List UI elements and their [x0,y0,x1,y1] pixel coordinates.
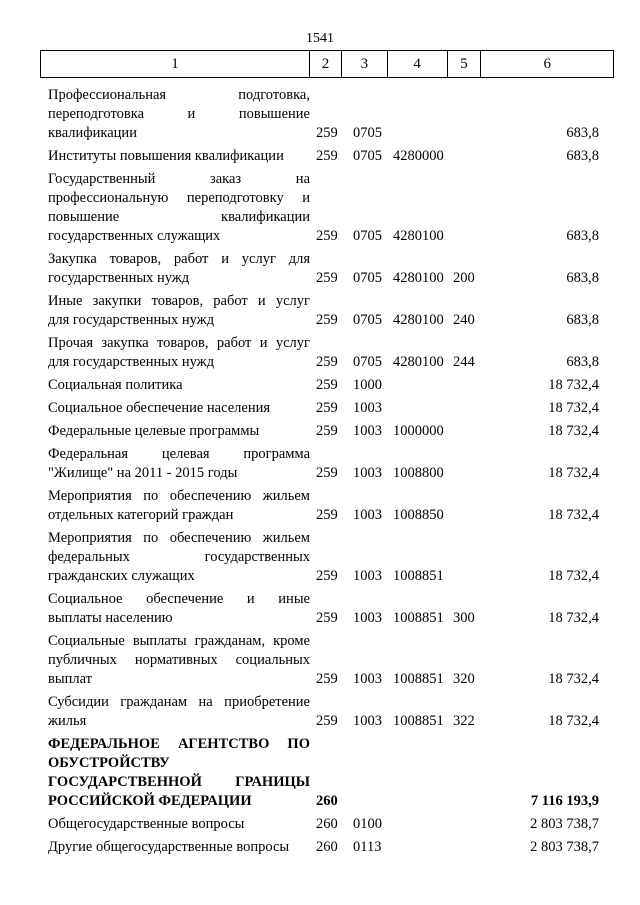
row-cell-c2: 259 [316,312,338,328]
row-name-line: Профессиональная подготовка, [48,87,310,103]
header-col-1: 1 [41,51,310,77]
row-cell-c2: 259 [316,270,338,286]
row-cell-c2: 259 [316,568,338,584]
row-cell-c2: 259 [316,377,338,393]
row-cell-c3: 0705 [353,148,382,164]
row-name-line: Иные закупки товаров, работ и услуг [48,293,310,309]
row-name-line: гражданских служащих [48,568,195,584]
row-cell-c3: 0705 [353,312,382,328]
row-cell-c4: 1008800 [393,465,444,481]
row-cell-c3: 1003 [353,610,382,626]
table-row [0,735,640,815]
table-row [0,334,640,376]
row-cell-c3: 0705 [353,228,382,244]
row-cell-c4: 1008851 [393,568,444,584]
row-name-line: Мероприятия по обеспечению жильем [48,488,310,504]
row-cell-c6: 18 732,4 [548,713,599,729]
column-header-row [40,50,614,78]
row-cell-c6: 18 732,4 [548,465,599,481]
row-cell-c2: 260 [316,793,338,809]
row-cell-c4: 4280100 [393,354,444,370]
row-name [48,334,310,372]
row-name [48,170,310,246]
row-name [48,693,310,731]
row-name-line: переподготовка и повышение [48,106,310,122]
row-cell-c4: 4280100 [393,270,444,286]
row-cell-c2: 260 [316,816,338,832]
row-name-line: Субсидии гражданам на приобретение [48,694,310,710]
row-cell-c6: 18 732,4 [548,671,599,687]
row-cell-c3: 1003 [353,400,382,416]
row-cell-c6: 18 732,4 [548,610,599,626]
row-cell-c5: 322 [453,713,475,729]
row-name-line: "Жилище" на 2011 - 2015 годы [48,465,238,481]
table-row [0,376,640,399]
row-cell-c6: 683,8 [566,354,599,370]
row-cell-c4: 1008851 [393,713,444,729]
row-name [48,815,310,834]
table-row [0,815,640,838]
row-name-line: Федеральная целевая программа [48,446,310,462]
table-row [0,590,640,632]
row-name [48,376,310,395]
row-cell-c4: 1008850 [393,507,444,523]
row-name [48,422,310,441]
row-cell-c6: 2 803 738,7 [530,816,599,832]
row-name-line: Закупка товаров, работ и услуг для [48,251,310,267]
row-cell-c2: 259 [316,507,338,523]
row-name [48,487,310,525]
row-name-line: для государственных нужд [48,354,215,370]
header-col-5: 5 [448,51,482,77]
row-name-line: повышение квалификации [48,209,310,225]
row-cell-c5: 244 [453,354,475,370]
row-name-line: ФЕДЕРАЛЬНОЕ АГЕНТСТВО ПО [48,736,310,752]
row-name-line: Государственный заказ на [48,171,310,187]
row-name-line: публичных нормативных социальных [48,652,310,668]
table-row [0,292,640,334]
row-name-line: профессиональную переподготовку и [48,190,310,206]
row-cell-c2: 259 [316,400,338,416]
row-name-line: Социальные выплаты гражданам, кроме [48,633,310,649]
row-cell-c3: 0113 [353,839,382,855]
row-cell-c3: 0705 [353,125,382,141]
row-cell-c6: 7 116 193,9 [530,793,599,809]
table-row [0,529,640,590]
row-cell-c3: 0705 [353,354,382,370]
row-name-line: квалификации [48,125,137,141]
row-name [48,632,310,689]
row-name [48,529,310,586]
row-name [48,590,310,628]
row-name-line: жилья [48,713,87,729]
row-cell-c2: 259 [316,671,338,687]
page-number: 1541 [306,31,334,46]
row-name [48,735,310,811]
row-name [48,250,310,288]
table-row [0,250,640,292]
row-cell-c3: 1003 [353,713,382,729]
row-name [48,292,310,330]
budget-table-body [0,86,640,861]
row-cell-c5: 200 [453,270,475,286]
row-name-line: ГОСУДАРСТВЕННОЙ ГРАНИЦЫ [48,774,310,790]
row-cell-c2: 259 [316,713,338,729]
row-name [48,399,310,418]
row-name-line: Социальное обеспечение и иные [48,591,310,607]
row-cell-c3: 1003 [353,465,382,481]
row-name-line: Социальная политика [48,377,183,393]
table-row [0,632,640,693]
row-cell-c2: 259 [316,465,338,481]
table-row [0,487,640,529]
row-cell-c4: 4280100 [393,312,444,328]
table-row [0,422,640,445]
row-name-line: для государственных нужд [48,312,215,328]
row-cell-c5: 320 [453,671,475,687]
row-cell-c4: 4280100 [393,228,444,244]
row-cell-c6: 18 732,4 [548,423,599,439]
row-name-line: отдельных категорий граждан [48,507,234,523]
row-cell-c3: 1003 [353,423,382,439]
row-cell-c2: 260 [316,839,338,855]
row-cell-c6: 18 732,4 [548,377,599,393]
row-name-line: выплат [48,671,92,687]
row-cell-c2: 259 [316,148,338,164]
row-cell-c3: 1003 [353,507,382,523]
row-cell-c6: 683,8 [566,125,599,141]
row-name [48,147,310,166]
row-name-line: Социальное обеспечение населения [48,400,271,416]
row-cell-c2: 259 [316,125,338,141]
row-cell-c6: 683,8 [566,228,599,244]
row-name-line: Мероприятия по обеспечению жильем [48,530,310,546]
row-cell-c2: 259 [316,610,338,626]
row-cell-c2: 259 [316,423,338,439]
row-cell-c4: 4280000 [393,148,444,164]
row-name-line: федеральных государственных [48,549,310,565]
row-cell-c6: 2 803 738,7 [530,839,599,855]
row-name-line: Прочая закупка товаров, работ и услуг [48,335,310,351]
row-name [48,86,310,143]
row-name-line: выплаты населению [48,610,173,626]
row-cell-c4: 1008851 [393,671,444,687]
table-row [0,86,640,147]
row-cell-c2: 259 [316,228,338,244]
header-col-4: 4 [388,51,448,77]
row-cell-c5: 300 [453,610,475,626]
row-cell-c3: 1000 [353,377,382,393]
row-name-line: государственных нужд [48,270,190,286]
row-cell-c3: 0100 [353,816,382,832]
row-name [48,445,310,483]
row-cell-c6: 683,8 [566,148,599,164]
row-name-line: РОССИЙСКОЙ ФЕДЕРАЦИИ [48,793,252,809]
header-col-3: 3 [342,51,388,77]
row-cell-c6: 18 732,4 [548,400,599,416]
row-name [48,838,310,857]
row-cell-c5: 240 [453,312,475,328]
table-row [0,445,640,487]
row-cell-c3: 1003 [353,568,382,584]
row-name-line: Федеральные целевые программы [48,423,260,439]
row-cell-c3: 0705 [353,270,382,286]
row-cell-c4: 1000000 [393,423,444,439]
table-row [0,147,640,170]
row-cell-c4: 1008851 [393,610,444,626]
row-cell-c6: 683,8 [566,270,599,286]
row-name-line: Общегосударственные вопросы [48,816,245,832]
row-cell-c2: 259 [316,354,338,370]
row-cell-c6: 18 732,4 [548,568,599,584]
table-row [0,399,640,422]
row-cell-c6: 18 732,4 [548,507,599,523]
table-row [0,838,640,861]
row-name-line: государственных служащих [48,228,221,244]
row-name-line: ОБУСТРОЙСТВУ [48,755,170,771]
table-row [0,693,640,735]
row-name-line: Институты повышения квалификации [48,148,284,164]
header-col-2: 2 [310,51,342,77]
row-cell-c6: 683,8 [566,312,599,328]
row-name-line: Другие общегосударственные вопросы [48,839,290,855]
header-col-6: 6 [543,55,551,72]
row-cell-c3: 1003 [353,671,382,687]
table-row [0,170,640,250]
